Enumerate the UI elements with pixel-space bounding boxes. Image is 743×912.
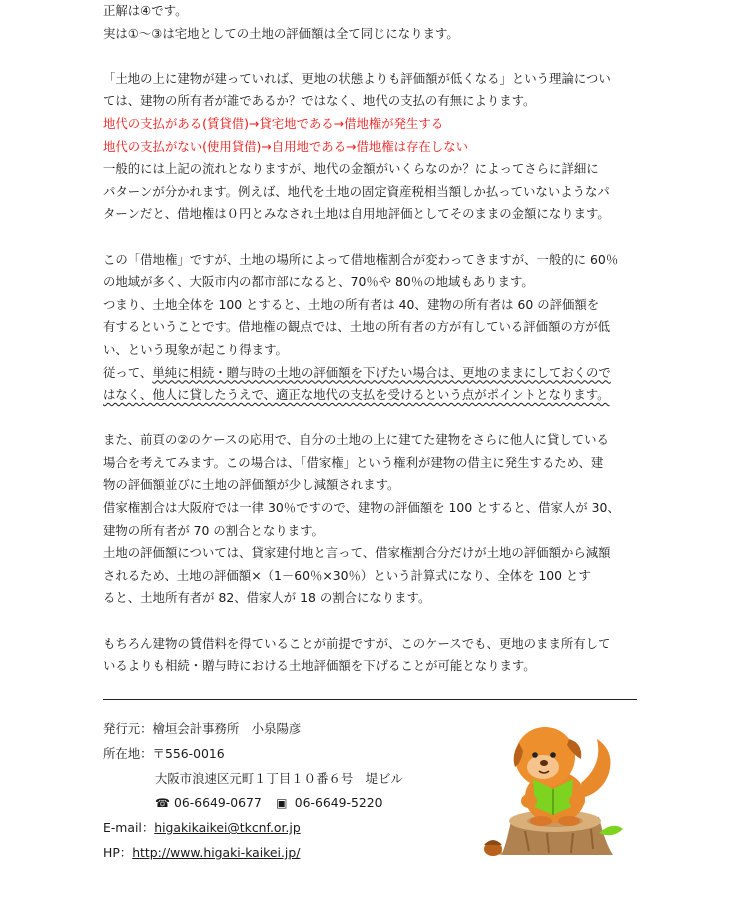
- homepage-line: [103, 841, 403, 866]
- text-line: [103, 203, 651, 226]
- text-line: [103, 181, 651, 204]
- fax-icon: ▣: [276, 796, 288, 811]
- line-text: もちろん建物の賃借料を得ていることが前提ですが、このケースでも、更地のまま所有して: [103, 635, 611, 651]
- phone-number: 06-6649-0677: [174, 795, 262, 811]
- line-text: い、という現象が起こり得ます。: [103, 341, 288, 357]
- text-line: [103, 452, 651, 475]
- line-text: 有するということです。借地権の観点では、土地の所有者の方が有している評価額の方が低: [103, 319, 611, 335]
- blank-line: [103, 45, 651, 68]
- hp-label: HP：: [103, 844, 133, 860]
- line-text: この「借地権」ですが、土地の場所によって借地権割合が変わってきますが、一般的に 60％: [103, 251, 619, 267]
- blank-line: [103, 610, 651, 633]
- email-line: [103, 816, 403, 841]
- blank-line: [103, 407, 651, 430]
- text-line: [103, 542, 651, 565]
- text-line: [103, 249, 651, 272]
- publisher-line: 発行元：檜垣会計事務所 小泉陽彦: [103, 721, 302, 736]
- line-text: されるため、土地の評価額×（1－60％×30％）という計算式になり、全体を 100 とす: [103, 567, 591, 583]
- text-line: [103, 68, 651, 91]
- emphasis-text: はなく、他人に貸したうえで、適正な地代の支払を受けるという点がポイントとなります。: [103, 387, 610, 403]
- text-line: [103, 294, 651, 317]
- homepage-link[interactable]: http://www.higaki-kaikei.jp/: [132, 844, 301, 860]
- text-line: [103, 339, 651, 362]
- text-line: [103, 0, 651, 23]
- fax-number: 06-6649-5220: [294, 795, 383, 811]
- line-text: 物の評価額並びに土地の評価額が少し減額されます。: [103, 477, 400, 493]
- text-line: [103, 316, 651, 339]
- line-text: の地域が多く、大阪市内の都市部になると、70％や 80％の地域もあります。: [103, 274, 534, 290]
- text-line: [103, 158, 651, 181]
- text-line: [103, 271, 651, 294]
- email-link[interactable]: higakikaikei@tkcnf.or.jp: [154, 820, 301, 836]
- text-line: [103, 565, 651, 588]
- mascot-character: [514, 727, 611, 826]
- article-body: [103, 0, 651, 678]
- highlight-line: [103, 113, 651, 136]
- line-text: 場合を考えてみます。この場合は、「借家権」という権利が建物の借主に発生するため、建: [103, 454, 604, 470]
- line-text: 地代の支払がある(賃貸借)→貸宅地である→借地権が発生する: [103, 115, 444, 131]
- phone-fax-line: [103, 791, 403, 816]
- text-line: [103, 429, 651, 452]
- line-text: また、前頁の②のケースの応用で、自分の土地の上に建てた建物をさらに他人に貸している: [103, 432, 609, 448]
- divider-line: [103, 699, 637, 700]
- text-line: [103, 90, 651, 113]
- highlight-line: [103, 136, 651, 159]
- text-line: [103, 23, 651, 46]
- blank-line: [103, 226, 651, 249]
- phone-icon: ☎: [155, 796, 170, 811]
- line-text: 一般的には上記の流れとなりますが、地代の金額がいくらなのか？によってさらに詳細に: [103, 161, 599, 177]
- text-line: [103, 362, 651, 385]
- email-label: E-mail：: [103, 820, 155, 836]
- line-text: 建物の所有者が 70 の割合となります。: [103, 522, 324, 538]
- line-text: 「土地の上に建物が建っていれば、更地の状態よりも評価額が低くなる」という理論につい: [103, 70, 611, 86]
- line-text: 実は①～③は宅地としての土地の評価額は全て同じになります。: [103, 25, 459, 41]
- line-text: いるよりも相続・贈与時における土地評価額を下げることが可能となります。: [103, 658, 536, 674]
- address-line: 大阪市浪速区元町１丁目１０番６号 堤ビル: [155, 770, 403, 786]
- contact-footer: [103, 717, 403, 866]
- line-text: 土地の評価額については、貸家建付地と言って、借家権割合分だけが土地の評価額から減額: [103, 545, 611, 561]
- line-text: パターンが分かれます。例えば、地代を土地の固定資産税相当額しか払っていないようなパ: [103, 183, 610, 199]
- line-text: ターンだと、借地権は０円とみなされ土地は自用地評価としてそのままの金額になります。: [103, 206, 610, 222]
- text-line: [103, 633, 651, 656]
- line-text: 地代の支払がない(使用貸借)→自用地である→借地権は存在しない: [103, 138, 468, 154]
- text-line: [103, 384, 651, 407]
- line-text: 正解は④です。: [103, 3, 188, 18]
- address-label: 所在地：〒556-0016: [103, 745, 225, 761]
- text-line: [103, 474, 651, 497]
- line-text: 借家権割合は大阪府では一律 30％ですので、建物の評価額を 100 とすると、借家人が 30、: [103, 500, 620, 516]
- emphasis-text: 単純に相続・贈与時の土地の評価額を下げたい場合は、更地のままにしておくので: [152, 364, 611, 380]
- line-text: つまり、土地全体を 100 とすると、土地の所有者は 40、建物の所有者は 60 の評価額を: [103, 296, 600, 312]
- mascot-illustration: [481, 721, 636, 857]
- line-text: 従って、: [103, 364, 153, 380]
- line-text: ては、建物の所有者が誰であるか？ではなく、地代の支払の有無によります。: [103, 93, 536, 109]
- text-line: [103, 520, 651, 543]
- text-line: [103, 655, 651, 678]
- line-text: ると、土地所有者が 82、借家人が 18 の割合になります。: [103, 590, 431, 606]
- acorn-icon: [484, 840, 502, 856]
- text-line: [103, 497, 651, 520]
- text-line: [103, 587, 651, 610]
